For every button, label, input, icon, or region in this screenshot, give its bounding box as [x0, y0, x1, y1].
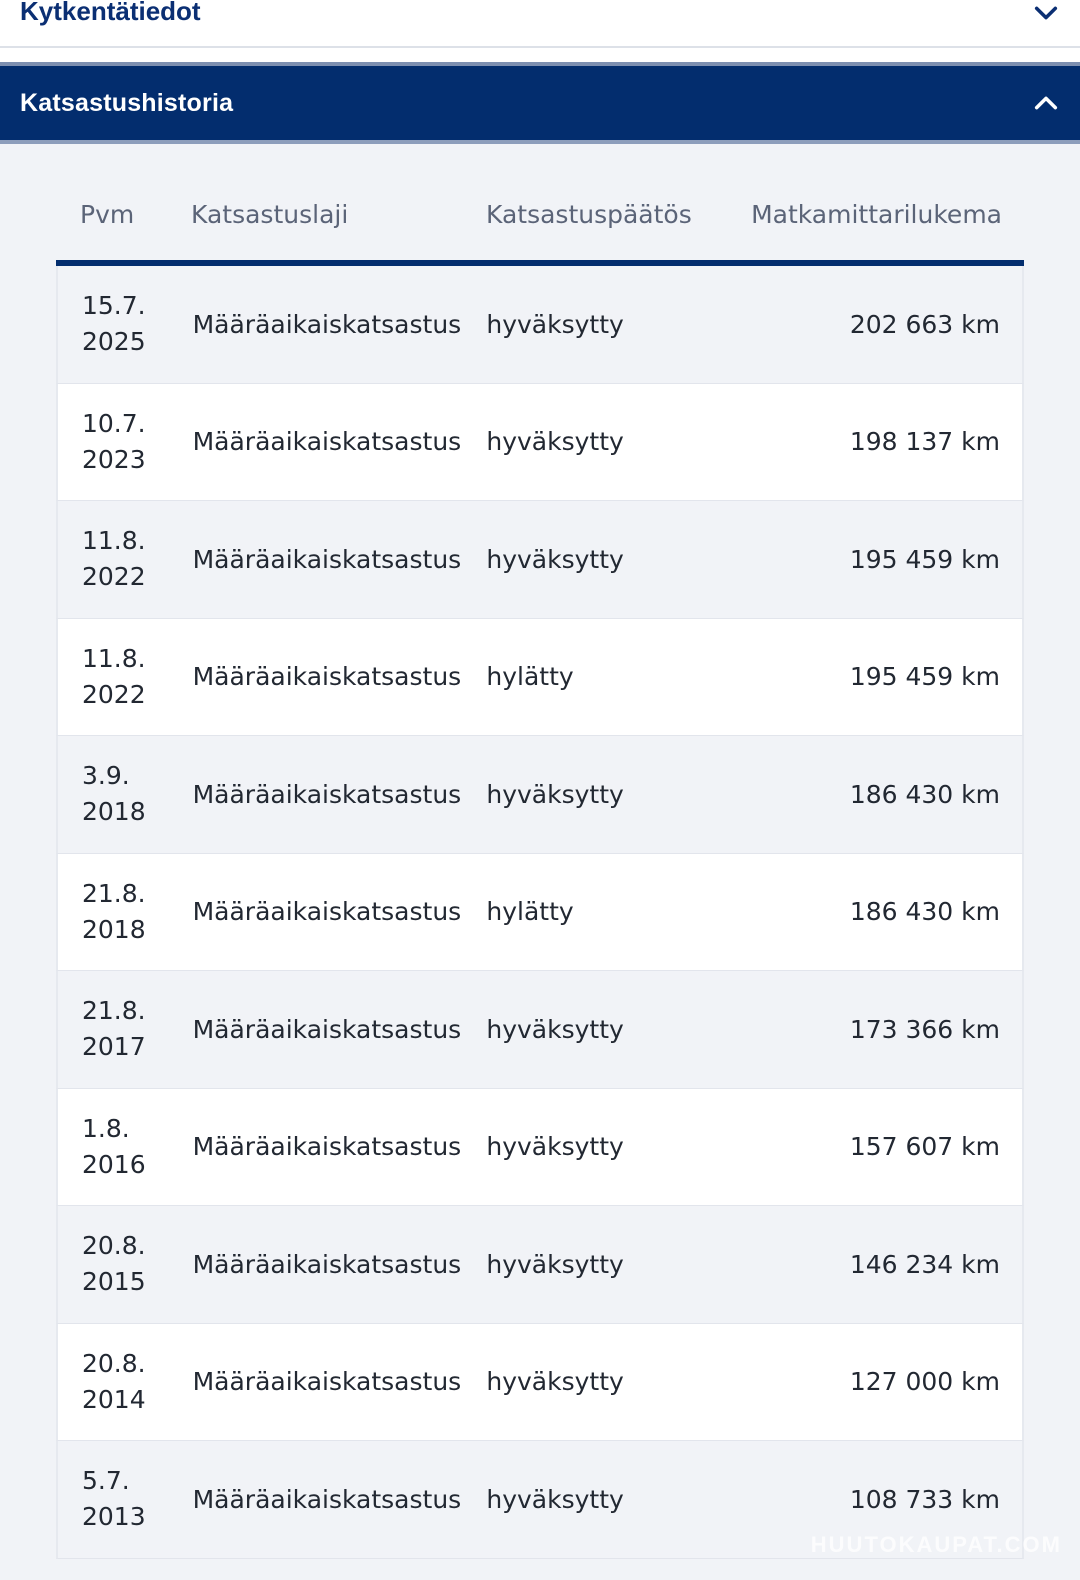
- inspection-result-cell: hyväksytty: [486, 544, 624, 574]
- section-title: Katsastushistoria: [20, 88, 234, 117]
- inspection-type-cell: Määräaikaiskatsastus: [192, 1484, 462, 1514]
- odometer-cell: 173 366 km: [849, 1014, 1000, 1044]
- table-row: [56, 1324, 1024, 1442]
- inspection-result-cell: hyväksytty: [486, 1249, 624, 1279]
- odometer-cell: 157 607 km: [849, 1132, 1000, 1162]
- inspection-result-cell: hyväksytty: [486, 1367, 624, 1397]
- date-cell: 11.8. 2022: [82, 526, 146, 592]
- table-row: [56, 1089, 1024, 1207]
- table-header: [56, 168, 1024, 266]
- odometer-cell: 186 430 km: [849, 779, 1000, 809]
- table-row: [56, 384, 1024, 502]
- column-header-odometer: Matkamittarilukema: [751, 199, 1002, 229]
- inspection-type-cell: Määräaikaiskatsastus: [192, 1367, 462, 1397]
- section-title: Kytkentätiedot: [20, 0, 201, 26]
- inspection-result-cell: hyväksytty: [486, 1484, 624, 1514]
- inspection-type-cell: Määräaikaiskatsastus: [192, 544, 462, 574]
- date-cell: 3.9. 2018: [82, 761, 146, 827]
- chevron-down-icon[interactable]: [1032, 0, 1060, 27]
- section-header-kytkentatiedot[interactable]: [0, 0, 1080, 48]
- table-row: [56, 736, 1024, 854]
- inspection-type-cell: Määräaikaiskatsastus: [192, 779, 462, 809]
- inspection-result-cell: hyväksytty: [486, 309, 624, 339]
- table-row: [56, 619, 1024, 737]
- inspection-type-cell: Määräaikaiskatsastus: [192, 662, 462, 692]
- odometer-cell: 108 733 km: [849, 1484, 1000, 1514]
- date-cell: 20.8. 2015: [82, 1231, 146, 1297]
- section-header-katsastushistoria[interactable]: [0, 66, 1080, 140]
- inspection-type-cell: Määräaikaiskatsastus: [192, 427, 462, 457]
- inspection-type-cell: Määräaikaiskatsastus: [192, 1014, 462, 1044]
- table-row: [56, 1206, 1024, 1324]
- inspection-result-cell: hylätty: [486, 897, 574, 927]
- inspection-type-cell: Määräaikaiskatsastus: [192, 1249, 462, 1279]
- date-cell: 21.8. 2018: [82, 878, 146, 944]
- table-body: [56, 266, 1024, 1559]
- inspection-result-cell: hyväksytty: [486, 779, 624, 809]
- inspection-result-cell: hyväksytty: [486, 1132, 624, 1162]
- inspection-type-cell: Määräaikaiskatsastus: [192, 1132, 462, 1162]
- date-cell: 10.7. 2023: [82, 408, 146, 474]
- odometer-cell: 127 000 km: [849, 1367, 1000, 1397]
- chevron-up-icon[interactable]: [1032, 89, 1060, 117]
- table-row: [56, 266, 1024, 384]
- date-cell: 15.7. 2025: [82, 291, 146, 357]
- table-row: [56, 971, 1024, 1089]
- table-row: [56, 501, 1024, 619]
- odometer-cell: 198 137 km: [849, 427, 1000, 457]
- date-cell: 21.8. 2017: [82, 996, 146, 1062]
- odometer-cell: 195 459 km: [849, 662, 1000, 692]
- inspection-table: [56, 168, 1024, 1559]
- inspection-type-cell: Määräaikaiskatsastus: [192, 897, 462, 927]
- date-cell: 1.8. 2016: [82, 1113, 146, 1179]
- inspection-result-cell: hyväksytty: [486, 427, 624, 457]
- inspection-result-cell: hylätty: [486, 662, 574, 692]
- date-cell: 11.8. 2022: [82, 643, 146, 709]
- date-cell: 20.8. 2014: [82, 1348, 146, 1414]
- column-header-date: Pvm: [80, 199, 135, 229]
- odometer-cell: 146 234 km: [849, 1249, 1000, 1279]
- odometer-cell: 186 430 km: [849, 897, 1000, 927]
- column-header-result: Katsastuspäätös: [486, 199, 692, 229]
- inspection-result-cell: hyväksytty: [486, 1014, 624, 1044]
- column-header-type: Katsastuslaji: [191, 199, 349, 229]
- odometer-cell: 195 459 km: [849, 544, 1000, 574]
- watermark: HUUTOKAUPAT.COM: [810, 1532, 1062, 1557]
- table-row: [56, 854, 1024, 972]
- odometer-cell: 202 663 km: [849, 309, 1000, 339]
- date-cell: 5.7. 2013: [82, 1466, 146, 1532]
- inspection-type-cell: Määräaikaiskatsastus: [192, 309, 462, 339]
